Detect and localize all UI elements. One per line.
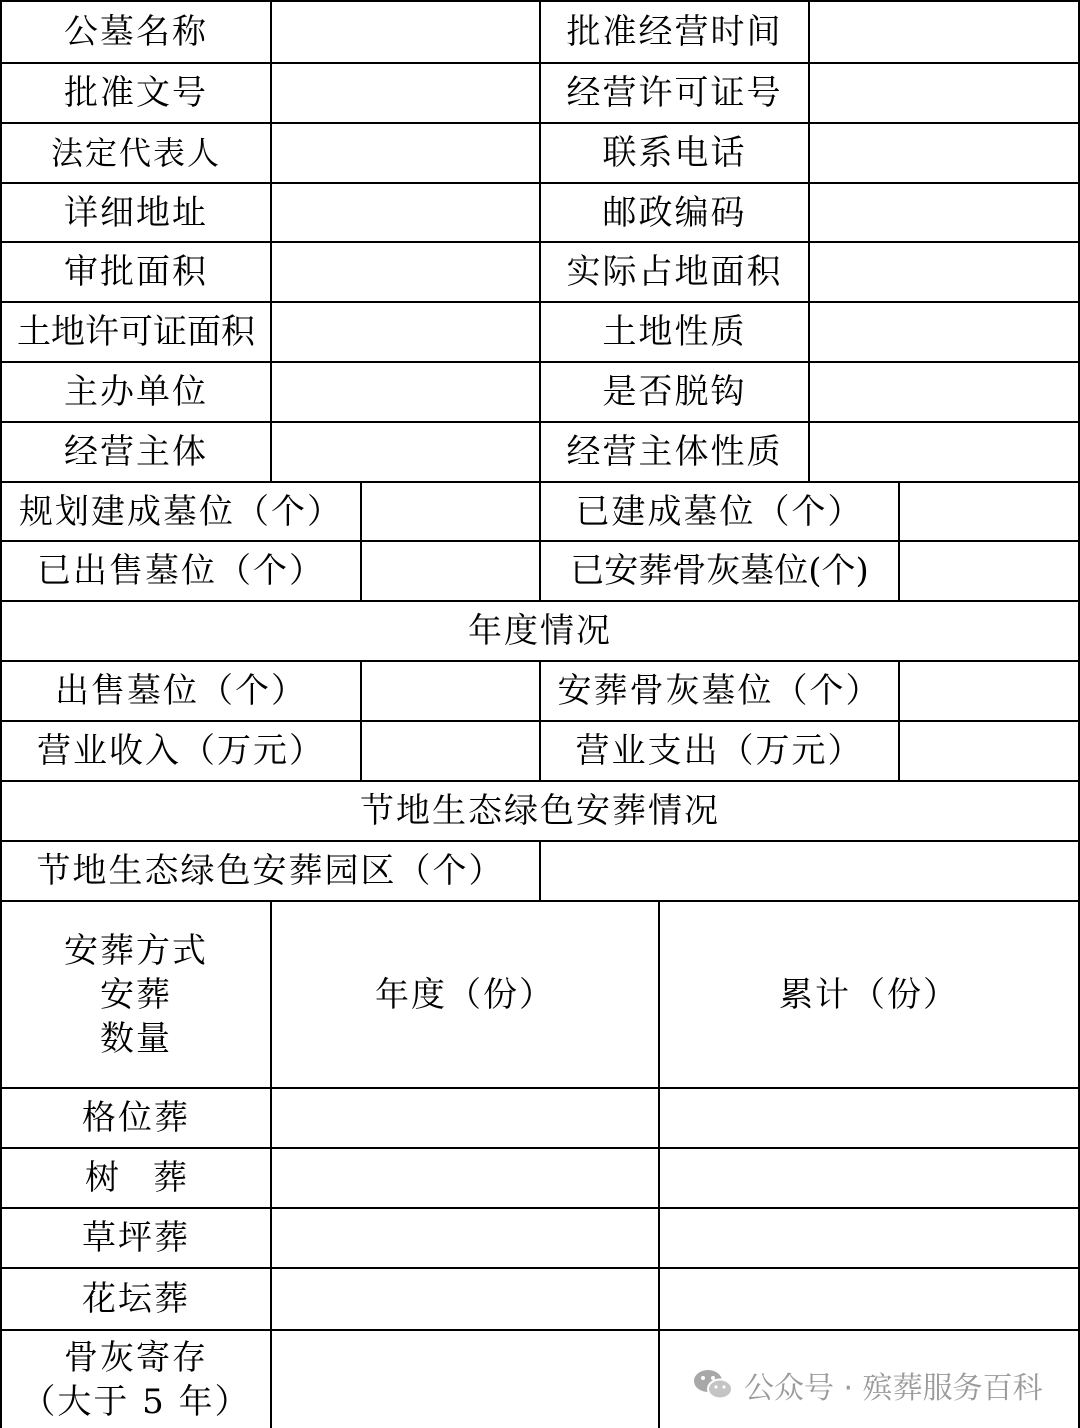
rule-v-b3 [898,481,900,601]
ash-storage-line-1: 骨灰寄存 [64,1337,208,1378]
label-revenue: 营业收入（万元） [37,731,325,771]
ash-storage-line-2: （大于 5 年） [21,1381,251,1422]
label-business-license-number: 经营许可证号 [566,73,783,113]
header-corner-line-3: 数量 [100,1018,172,1059]
label-annual-buried-plots: 安葬骨灰墓位（个） [557,671,882,711]
header-annual-copies: 年度（份） [375,974,555,1015]
label-land-nature: 土地性质 [602,312,747,352]
method-lawn-burial: 草坪葬 [82,1218,190,1258]
header-cumulative-copies: 累计（份） [779,974,959,1015]
rule-v-c1 [360,660,362,781]
label-decoupled: 是否脱钩 [602,372,747,412]
label-land-permit-area: 土地许可证面积 [17,312,255,352]
label-eco-burial-parks: 节地生态绿色安葬园区（个） [36,851,505,891]
header-corner-line-1: 安葬方式 [64,930,208,971]
label-expenditure: 营业支出（万元） [575,731,864,771]
rule-v-b1 [360,481,362,601]
label-legal-representative: 法定代表人 [50,134,221,172]
label-postal-code: 邮政编码 [602,192,747,233]
wechat-icon [692,1366,734,1404]
method-ash-storage [2,1331,270,1428]
label-buried-plots: 已安葬骨灰墓位(个) [570,551,869,591]
section-title-annual: 年度情况 [468,611,612,651]
header-corner [2,902,270,1087]
section-title-eco-burial: 节地生态绿色安葬情况 [360,791,720,831]
watermark [692,1362,1043,1408]
label-operating-entity: 经营主体 [64,432,208,472]
label-sold-plots: 已出售墓位（个） [37,551,325,591]
label-contact-phone: 联系电话 [602,133,747,173]
rule-v-d1 [539,840,541,901]
method-flowerbed-burial: 花坛葬 [82,1279,190,1319]
rule-v-a1 [270,0,272,482]
label-operating-entity-nature: 经营主体性质 [566,432,783,472]
label-detailed-address: 详细地址 [64,192,208,233]
label-cemetery-name: 公墓名称 [64,12,208,52]
label-built-plots: 已建成墓位（个） [575,491,864,532]
rule-v-a3 [808,0,810,482]
label-approved-area: 审批面积 [64,252,208,292]
method-tree-burial: 树 葬 [85,1158,187,1198]
label-planned-plots: 规划建成墓位（个） [19,491,343,532]
label-annual-sold-plots: 出售墓位（个） [55,671,307,711]
rule-v-c3 [898,660,900,781]
label-approval-number: 批准文号 [64,73,208,113]
label-approved-operation-time: 批准经营时间 [566,12,783,52]
header-corner-line-2: 安葬 [100,974,172,1015]
method-niche-burial: 格位葬 [82,1098,190,1138]
label-sponsoring-unit: 主办单位 [64,372,208,412]
label-actual-area: 实际占地面积 [566,252,783,292]
watermark-text: 公众号 · 殡葬服务百科 [744,1371,1043,1406]
